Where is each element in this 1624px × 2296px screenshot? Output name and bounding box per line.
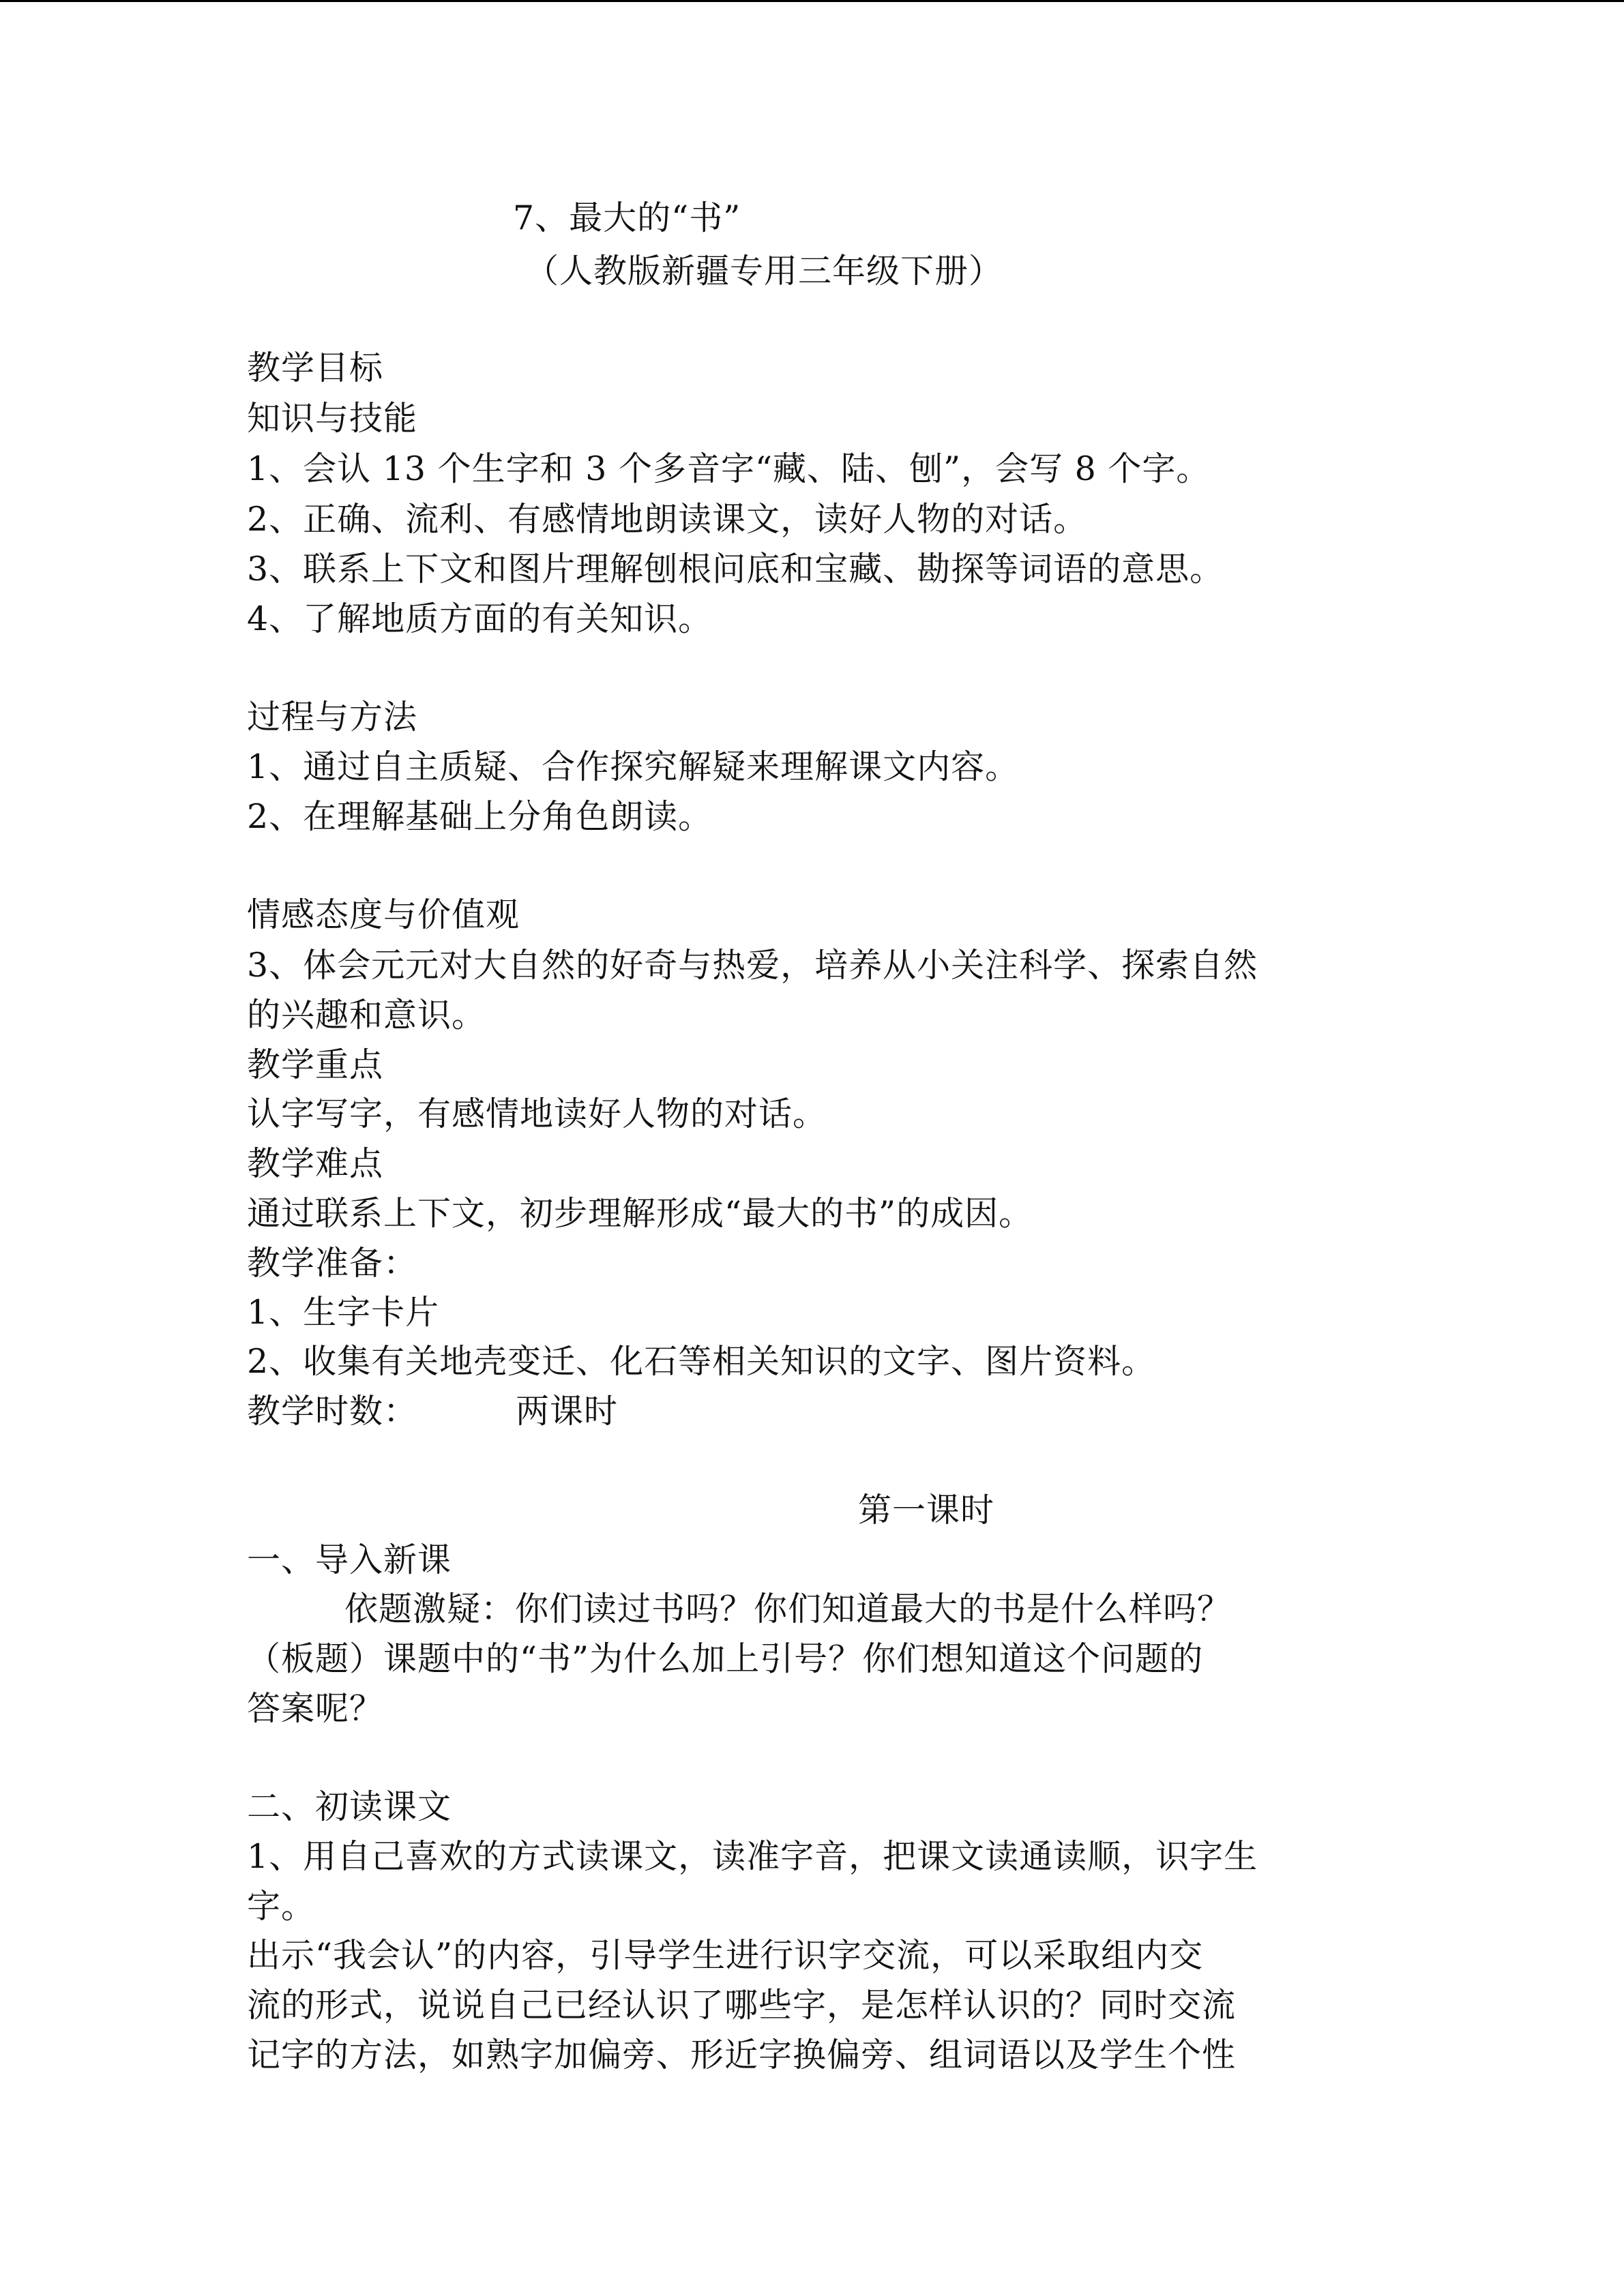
- lesson-1-heading: 第一课时: [858, 1491, 995, 1530]
- page-subtitle: （人教版新疆专用三年级下册）: [525, 252, 1003, 290]
- section-2-line-2: 字。: [247, 1887, 316, 1926]
- page-title: 7、最大的“书”: [513, 198, 741, 237]
- difficulty-text: 通过联系上下文，初步理解形成“最大的书”的成因。: [247, 1194, 1033, 1233]
- preparation-item-2: 2、收集有关地壳变迁、化石等相关知识的文字、图片资料。: [247, 1342, 1156, 1381]
- hours-value: 两课时: [516, 1392, 619, 1431]
- knowledge-item-1: 1、会认 13 个生字和 3 个多音字“藏、陆、刨”，会写 8 个字。: [247, 449, 1211, 488]
- section-1-line-2: （板题）课题中的“书”为什么加上引号？你们想知道这个问题的: [247, 1639, 1204, 1678]
- section-2-line-4: 流的形式，说说自己已经认识了哪些字，是怎样认识的？同时交流: [247, 1986, 1237, 2025]
- preparation-heading: 教学准备：: [247, 1244, 418, 1283]
- process-item-1: 1、通过自主质疑、合作探究解疑来理解课文内容。: [247, 747, 1020, 786]
- goals-heading: 教学目标: [247, 348, 384, 387]
- knowledge-item-2: 2、正确、流利、有感情地朗读课文，读好人物的对话。: [247, 500, 1088, 539]
- process-item-2: 2、在理解基础上分角色朗读。: [247, 797, 713, 836]
- key-point-heading: 教学重点: [247, 1045, 384, 1084]
- preparation-item-1: 1、生字卡片: [247, 1293, 440, 1332]
- emotion-heading: 情感态度与价值观: [247, 895, 520, 934]
- knowledge-heading: 知识与技能: [247, 399, 418, 438]
- knowledge-item-3: 3、联系上下文和图片理解刨根问底和宝藏、勘探等词语的意思。: [247, 550, 1224, 588]
- hours-label: 教学时数：: [247, 1392, 418, 1431]
- section-1-line-1: 依题激疑：你们读过书吗？你们知道最大的书是什么样吗？: [344, 1590, 1232, 1628]
- knowledge-item-4: 4、了解地质方面的有关知识。: [247, 599, 713, 638]
- difficulty-heading: 教学难点: [247, 1144, 384, 1183]
- section-2-line-5: 记字的方法，如熟字加偏旁、形近字换偏旁、组词语以及学生个性: [247, 2036, 1237, 2074]
- key-point-text: 认字写字，有感情地读好人物的对话。: [247, 1094, 827, 1133]
- top-border-line: [0, 0, 1624, 2]
- section-2-heading: 二、初读课文: [247, 1787, 452, 1826]
- section-1-line-3: 答案呢？: [247, 1689, 384, 1728]
- section-2-line-1: 1、用自己喜欢的方式读课文，读准字音，把课文读通读顺，识字生: [247, 1837, 1258, 1876]
- process-heading: 过程与方法: [247, 698, 418, 736]
- emotion-item-line-2: 的兴趣和意识。: [247, 996, 486, 1034]
- emotion-item-line-1: 3、体会元元对大自然的好奇与热爱，培养从小关注科学、探索自然: [247, 946, 1258, 985]
- section-2-line-3: 出示“我会认”的内容，引导学生进行识字交流，可以采取组内交: [247, 1936, 1204, 1975]
- section-1-heading: 一、导入新课: [247, 1540, 452, 1579]
